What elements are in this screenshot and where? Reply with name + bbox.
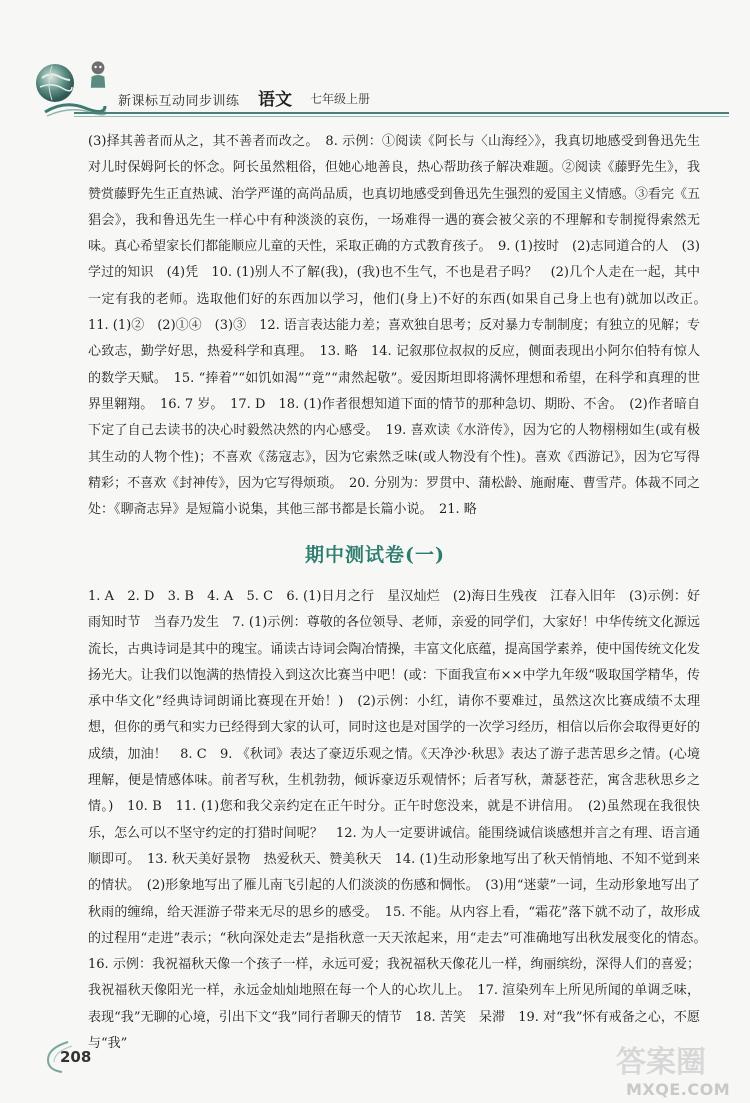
page-header: [26, 56, 726, 126]
subject-title: 语文: [258, 90, 292, 110]
answers-continued-text: (3)择其善者而从之，其不善者而改之。 8. 示例：①阅读《阿长与〈山海经〉》，我真切地感受到鲁迅先生对儿时保姆阿长的怀念。阿长虽然粗俗，但她心地善良，热心帮助孩子解决难题。②阅读《藤野先生》，我赞赏藤野先生正直热诚、治学严谨的高尚品质，也真切地感受到鲁迅先生强烈的爱国主义情感。③看完《五猖会》，我和鲁迅先生一样心中有种淡淡的哀伤，一场难得一遇的赛会被父亲的不理解和专制搅得索然无味。真心希望家长们都能顺应儿童的天性，采取正确的方式教育孩子。 9. (1)按时 (2)志同道合的人 (3)学过的知识 (4)凭 10. (1)别人不了解(我)，(我)也不生气，不也是君子吗？ (2)几个人走在一起，其中一定有我的老师。选取他们好的东西加以学习，他们(身上)不好的东西(如果自己身上也有)就加以改正。 11. (1)② (2)①④ (3)③ 12. 语言表达能力差；喜欢独自思考；反对暴力专制制度；有独立的见解；专心致志，勤学好思，热爱科学和真理。 13. 略 14. 记叙那位叔叔的反应，侧面表现出小阿尔伯特有惊人的数学天赋。 15. “捧着”“如饥如渴”“竟”“肃然起敬”。爱因斯坦即将满怀理想和希望，在科学和真理的世界里翱翔。 16. 7 岁。 17. D 18. (1)作者很想知道下面的情节的那种急切、期盼、不舍。 (2)作者暗自下定了自己去读书的决心时毅然决然的内心感受。 19. 喜欢读《水浒传》，因为它的人物栩栩如生(或有极其生动的人物个性)；不喜欢《荡寇志》，因为它索然乏味(或人物没有个性)。喜欢《西游记》，因为它写得精彩；不喜欢《封神传》，因为它写得烦琐。 20. 分别为：罗贯中、蒲松龄、施耐庵、曹雪芹。体裁不同之处：《聊斋志异》是短篇小说集，其他三部书都是长篇小说。 21. 略: [88, 134, 714, 518]
mascot-icon: [86, 58, 110, 92]
header-rule: [74, 112, 729, 114]
grade-label: 七年级上册: [310, 92, 371, 106]
answers-midterm-text: 1. A 2. D 3. B 4. A 5. C 6. (1)日月之行 星汉灿烂 (2)海日生残夜 江春入旧年 (3)示例：好雨知时节 当春乃发生 7. (1)示例：尊敬的各位领导、老师，亲爱的同学们，大家好！中华传统文化源远流长，古典诗词是其中的瑰宝。诵读古诗词会陶冶情操，丰富文化底蕴，提高国学素养，使中国传统文化发扬光大。让我们以饱满的热情投入到这次比赛当中吧！(或：下面我宣布××中学九年级“吸取国学精华，传承中华文化”经典诗词朗诵比赛现在开始！) (2)示例：小红，请你不要难过，虽然这次比赛成绩不太理想，但你的勇气和实力已经得到大家的认可，同时这也是对国学的一次学习经历，相信以后你会取得更好的成绩，加油！ 8. C 9. 《秋词》表达了豪迈乐观之情。《天净沙·秋思》表达了游子悲苦思乡之情。(心境理解，便是情感体味。前者写秋，生机勃勃，倾诉豪迈乐观情怀；后者写秋，萧瑟苍茫，寓含悲秋思乡之情。) 10. B 11. (1)您和我父亲约定在正午时分。正午时您没来，就是不讲信用。 (2)虽然现在我很快乐，怎么可以不坚守约定的打猎时间呢？ 12. 为人一定要讲诚信。能围绕诚信谈感想并言之有理、语言通顺即可。 13. 秋天美好景物 热爱秋天、赞美秋天 14. (1)生动形象地写出了秋天悄悄地、不知不觉到来的情状。 (2)形象地写出了雁儿南飞引起的人们淡淡的伤感和惆怅。 (3)用“迷蒙”一词，生动形象地写出了秋雨的缠绵，给天涯游子带来无尽的思乡的感受。 15. 不能。从内容上看，“霜花”落下就不动了，故形成的过程用“走进”表示；“秋向深处走去”是指秋意一天天浓起来，用“走去”可准确地写出秋发展变化的情态。 16. 示例：我祝福秋天像一个孩子一样，永远可爱；我祝福秋天像花儿一样，绚丽缤纷，深得人们的喜爱；我祝福秋天像阳光一样，永远金灿灿地照在每一个人的心坎儿上。 17. 渲染列车上所见所闻的单调乏味，表现“我”无聊的心境，引出下文“我”同行者聊天的情节 18. 苦笑 呆滞 19. 对“我”怀有戒备之心，不愿与“我”: [88, 589, 714, 1052]
header-swoosh-icon: [40, 98, 110, 118]
section-title: 期中测试卷(一): [305, 544, 445, 566]
watermark-url: MXQE.COM: [626, 1080, 731, 1099]
watermark-text: 答案圈: [616, 1045, 706, 1080]
page-number: 208: [60, 1048, 92, 1066]
header-rule-thin: [74, 116, 729, 117]
series-title: 新课标互动同步训练: [118, 94, 240, 109]
